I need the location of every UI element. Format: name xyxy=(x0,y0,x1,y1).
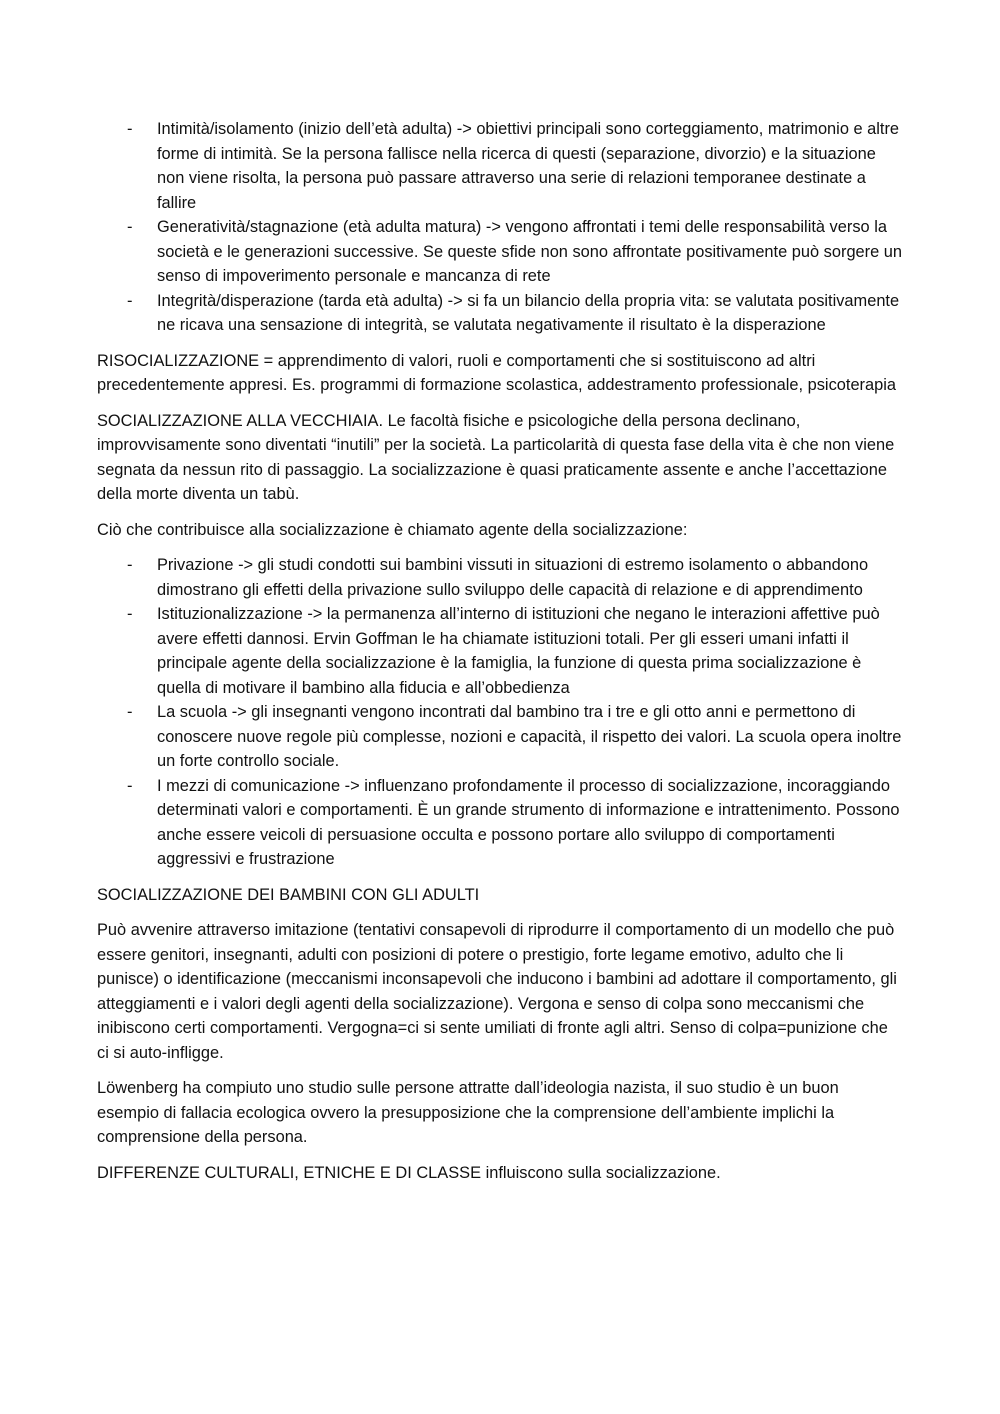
paragraph-imitazione: Può avvenire attraverso imitazione (tentativi consapevoli di riprodurre il comportamento di un modello che può essere genitori, insegnanti, adulti con posizioni di potere o prestigio, forte legame emotivo, adulto che li punisce) o identificazione (meccanismi inconsapevoli che inducono i bambini ad adottare il comportamento, gli atteggiamenti e i valori degli agenti della socializzazione). Vergona e senso di colpa sono meccanismi che inibiscono certi comportamenti. Vergogna=ci si sente umiliati di fronte agli altri. Senso di colpa=punizione che ci si auto-infligge. xyxy=(97,921,897,1062)
bullet-dash: - xyxy=(127,218,133,236)
list-item-text: La scuola -> gli insegnanti vengono incontrati dal bambino tra i tre e gli otto anni e permettono di conoscere nuove regole più complesse, nozioni e capacità, il rispetto dei valori. La scuola opera inoltre un forte controllo sociale. xyxy=(157,703,902,770)
list-item xyxy=(97,117,903,215)
stages-list xyxy=(97,117,903,338)
list-item xyxy=(97,700,903,774)
list-item xyxy=(97,553,903,602)
paragraph-lowenberg: Löwenberg ha compiuto uno studio sulle persone attratte dall’ideologia nazista, il suo studio è un buon esempio di fallacia ecologica ovvero la presupposizione che la comprensione dell’ambiente implichi la comprensione della persona. xyxy=(97,1079,839,1146)
paragraph-differenze: DIFFERENZE CULTURALI, ETNICHE E DI CLASSE influiscono sulla socializzazione. xyxy=(97,1163,721,1182)
list-item-text: Privazione -> gli studi condotti sui bambini vissuti in situazioni di estremo isolamento o abbandono dimostrano gli effetti della privazione sullo sviluppo delle capacità di relazione e di apprendimento xyxy=(157,556,869,599)
agents-list xyxy=(97,553,903,872)
bullet-dash: - xyxy=(127,556,133,574)
list-item xyxy=(97,289,903,338)
bullet-dash: - xyxy=(127,605,133,623)
list-item xyxy=(97,602,903,700)
paragraph-vecchiaia: SOCIALIZZAZIONE ALLA VECCHIAIA. Le facoltà fisiche e psicologiche della persona declinano, improvvisamente sono diventati “inutili” per la società. La particolarità di questa fase della vita è che non viene segnata da nessun rito di passaggio. La socializzazione è quasi praticamente assente e anche l’accettazione della morte diventa un tabù. xyxy=(97,411,895,503)
bullet-dash: - xyxy=(127,291,133,310)
list-item xyxy=(97,774,903,872)
paragraph-risocializzazione: RISOCIALIZZAZIONE = apprendimento di valori, ruoli e comportamenti che si sostituiscono ad altri precedentemente appresi. Es. programmi di formazione scolastica, addestramento professionale, psicoterapia xyxy=(97,351,897,394)
bullet-dash: - xyxy=(127,120,133,138)
list-item-text: Integrità/disperazione (tarda età adulta) -> si fa un bilancio della propria vita: se valutata positivamente ne ricava una sensazione di integrità, se valutata negativamente il risultato è la disperazione xyxy=(157,291,900,334)
paragraph-agente: Ciò che contribuisce alla socializzazione è chiamato agente della socializzazione: xyxy=(97,520,688,539)
list-item-text: Generatività/stagnazione (età adulta matura) -> vengono affrontati i temi delle responsabilità verso la società e le generazioni successive. Se queste sfide non sono affrontate positivamente può sorgere un senso di impoverimento personale e mancanza di rete xyxy=(157,218,903,285)
list-item xyxy=(97,215,903,289)
section-heading-bambini: SOCIALIZZAZIONE DEI BAMBINI CON GLI ADULTI xyxy=(97,885,480,904)
document-page xyxy=(97,117,903,1185)
bullet-dash: - xyxy=(127,703,133,721)
bullet-dash: - xyxy=(127,776,133,795)
list-item-text: Istituzionalizzazione -> la permanenza all’interno di istituzioni che negano le interazioni affettive può avere effetti dannosi. Ervin Goffman le ha chiamate istituzioni totali. Per gli esseri umani infatti il principale agente della socializzazione è la famiglia, la funzione di questa prima socializzazione è quella di motivare il bambino alla fiducia e all’obbedienza xyxy=(157,605,880,697)
list-item-text: Intimità/isolamento (inizio dell’età adulta) -> obiettivi principali sono corteggiamento, matrimonio e altre forme di intimità. Se la persona fallisce nella ricerca di questi (separazione, divorzio) e la situazione non viene risolta, la persona può passare attraverso una serie di relazioni temporanee destinate a fallire xyxy=(157,120,900,212)
list-item-text: I mezzi di comunicazione -> influenzano profondamente il processo di socializzazione, incoraggiando determinati valori e comportamenti. È un grande strumento di informazione e intrattenimento. Possono anche essere veicoli di persuasione occulta e possono portare allo sviluppo di comportamenti aggressivi e frustrazione xyxy=(157,776,900,868)
